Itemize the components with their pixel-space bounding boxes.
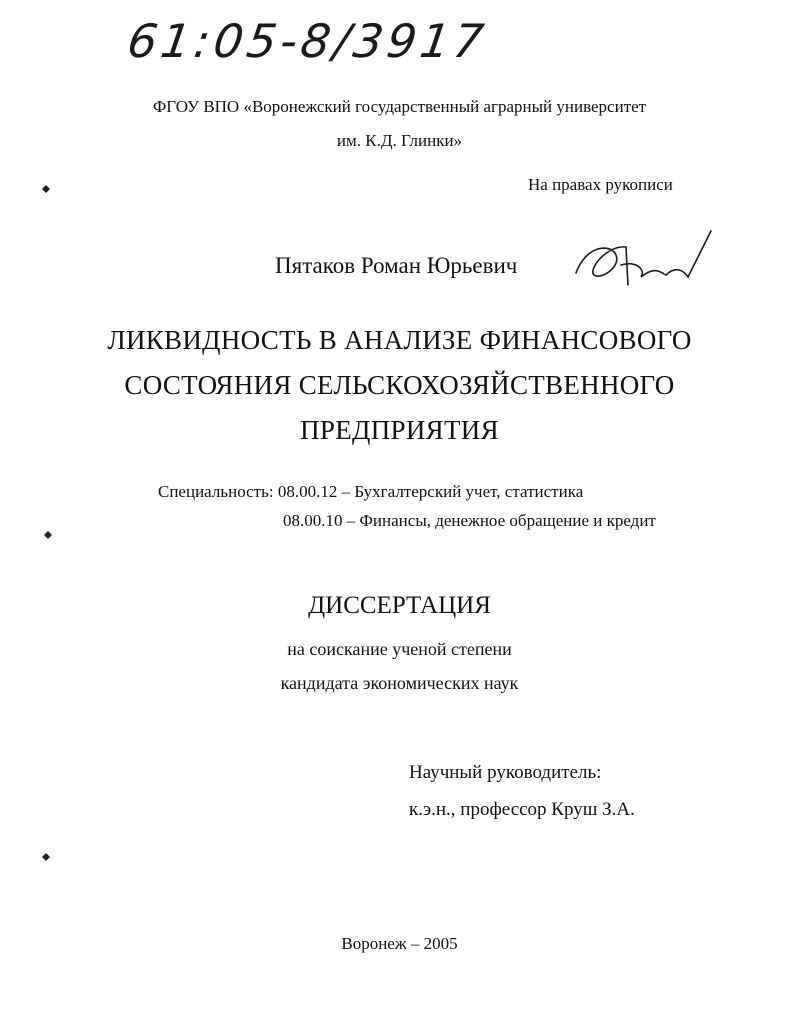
archive-code-text: 61:05-8/3917: [124, 14, 491, 68]
scan-mark-icon: [42, 528, 52, 538]
document-type: ДИССЕРТАЦИЯ: [308, 592, 491, 619]
degree-line-1: на соискание ученой степени: [287, 639, 512, 659]
degree-info: [0, 632, 799, 700]
specialty-label: Специальность:: [158, 482, 274, 501]
supervisor-label: Научный руководитель:: [409, 762, 602, 783]
signature-icon: [566, 225, 716, 300]
supervisor-name: к.э.н., профессор Круш З.А.: [409, 799, 635, 820]
rights-note: На правах рукописи: [528, 175, 673, 194]
scan-mark-icon: [40, 850, 50, 860]
degree-line-2: кандидата экономических наук: [280, 673, 519, 693]
title-line-2: СОСТОЯНИЯ СЕЛЬСКОХОЗЯЙСТВЕННОГО: [124, 370, 675, 400]
title-line-3: ПРЕДПРИЯТИЯ: [300, 415, 499, 445]
city-year: Воронеж – 2005: [341, 934, 458, 953]
supervisor-block: [409, 754, 635, 828]
institution-line-1: ФГОУ ВПО «Воронежский государственный аграрный университет: [152, 97, 647, 116]
institution-line-2: им. К.Д. Глинки»: [336, 131, 463, 150]
specialty-row-1: [158, 482, 583, 502]
specialty-second: 08.00.10 – Финансы, денежное обращение и кредит: [283, 511, 656, 530]
archive-code: [124, 14, 491, 68]
author-name: Пятаков Роман Юрьевич: [275, 253, 518, 278]
dissertation-title: [0, 318, 799, 453]
specialty-first: 08.00.12 – Бухгалтерский учет, статистика: [277, 482, 584, 501]
scan-mark-icon: [40, 182, 50, 192]
institution-header: [0, 90, 799, 158]
title-line-1: ЛИКВИДНОСТЬ В АНАЛИЗЕ ФИНАНСОВОГО: [107, 325, 692, 355]
